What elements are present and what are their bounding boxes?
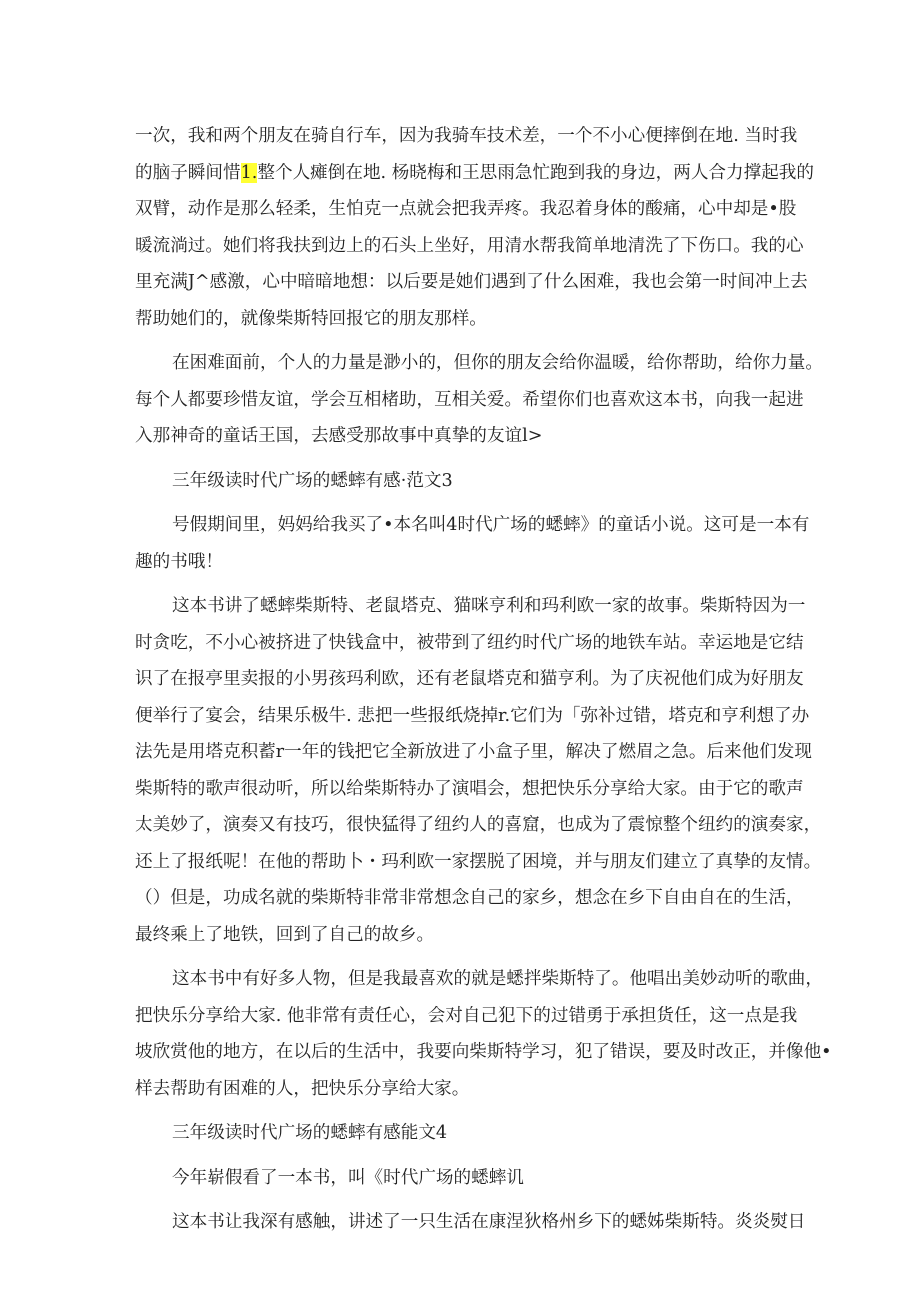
text-line: 识了在报亭里卖报的小男孩玛利欧，还有老鼠塔克和猫亨利。为了庆祝他们成为好朋友 — [135, 669, 804, 689]
text-line — [135, 155, 814, 192]
text-line: 柴斯特的歌声很动听，所以给柴斯特办了演唱会，想把快乐分享给大家。由于它的歌声 — [135, 778, 804, 799]
text-line: 双臂，动作是那么轻柔，生怕克一点就会把我弄疼。我忍着身体的酸痛，心中却是•股 — [135, 199, 797, 219]
paragraph-summer-reading — [135, 1160, 795, 1197]
text-line: 坡欣赏他的地方，在以后的生活中，我要向柴斯特学习，犯了错误，要及时改正，并像他• — [135, 1042, 832, 1062]
paragraph-friendship — [135, 345, 823, 455]
text-line: 趣的书哦！ — [135, 551, 223, 572]
text-line: 一次，我和两个朋友在骑自行车，因为我骑车技术差，一个不小心便摔倒在地. 当时我 — [135, 126, 798, 146]
text-line: 这本书中有好多人物，但是我最喜欢的就是蟋拌柴斯特了。他唱出美妙动听的歌曲， — [172, 969, 823, 989]
text-line: 时贪吃，不小心被挤进了快钱盒中，被带到了纽约时代广场的地铁车站。幸运地是它结 — [135, 632, 804, 653]
text-line: 便举行了宴会，结果乐极牛. 悲把一些报纸烧掉r.它们为「弥补过错，塔克和亨利想了办 — [135, 705, 810, 726]
text-line: 帮助她们的，就像柴斯特回报它的朋友那样。 — [135, 308, 487, 329]
text-line: 暖流淌过。她们将我扶到边上的石头上坐好，用清水帮我简单地清洗了下伤口。我的心 — [135, 235, 804, 256]
text-line: 今年崭假看了一本书，叫《时代广场的蟋蟀讥 — [172, 1167, 524, 1188]
text-line: 最终乘上了地铁，回到了自己的故乡。 — [135, 924, 435, 945]
paragraph-story-summary — [135, 588, 822, 953]
text-line: 还上了报纸呢！在他的帮助卜・玛利欧一家摆脱了困境，并与朋友们建立了真挚的友情。 — [135, 851, 822, 872]
text-line: 这本书让我深有感触，讲述了一只生活在康涅狄格州乡下的蟋姊柴斯特。炎炎熨日 — [172, 1212, 806, 1232]
text-line: 每个人都要珍惜友谊，学会互相楮助，互相关爱。希望你们也喜欢这本书，向我一起进 — [135, 389, 804, 410]
text-line: 太美妙了，演奏又有技巧，很快猛得了纽约人的喜窟，也成为了震惊整个纽约的演奏家， — [135, 815, 822, 835]
text-line: 把快乐分享给大家. 他非常有责任心，会对自己犯下的过错勇于承担货任，这一点是我 — [135, 1005, 798, 1026]
document-body — [135, 118, 832, 1249]
paragraph-favorite-character — [135, 961, 832, 1107]
paragraph-intro-book — [135, 507, 810, 580]
text-line: 里充满J^感激，心中暗暗地想：以后要是她们遇到了什么困难，我也会第一时间冲上去 — [135, 272, 808, 292]
text-line: 号假期间里，妈妈给我买了•本名叫4时代广场的蟋蟀》的童话小说。这可是一本有 — [172, 515, 810, 535]
paragraph-book-feeling — [135, 1204, 806, 1241]
highlighted-text: 1. — [240, 162, 258, 183]
text-line: 在困难面前，个人的力量是渺小的，但你的朋友会给你温暖，给你帮助，给你力量。 — [172, 353, 823, 373]
text-line: 入那神奇的童话王国，去感受那故事中真挚的友谊l> — [135, 426, 543, 446]
section-heading-4: 三年级读时代广场的蟋蟀有感能文4 — [172, 1123, 448, 1143]
text-line: 这本书讲了蟋蟀柴斯特、老鼠塔克、猫咪亨利和玛利欧一家的故事。柴斯特因为一 — [172, 596, 806, 616]
paragraph-accident — [135, 118, 814, 337]
text-fragment: 整个人瘫倒在地. 杨晓梅和王思雨急忙跑到我的身边，两人合力撑起我的 — [257, 162, 814, 183]
text-line: 样去帮助有困难的人，把快乐分享给大家。 — [135, 1078, 470, 1099]
section-heading-3: 三年级读时代广场的蟋蟀有感·范文3 — [172, 470, 453, 491]
text-line: 法先是用塔克积蓄r一年的钱把它全新放进了小盒子里，解决了燃眉之急。后来他们发现 — [135, 742, 812, 762]
text-line: （）但是，功成名就的柴斯特非常非常想念自己的家乡，想念在乡下自由自在的生活， — [135, 888, 804, 908]
text-fragment: 的脑子瞬间惜 — [135, 162, 241, 183]
